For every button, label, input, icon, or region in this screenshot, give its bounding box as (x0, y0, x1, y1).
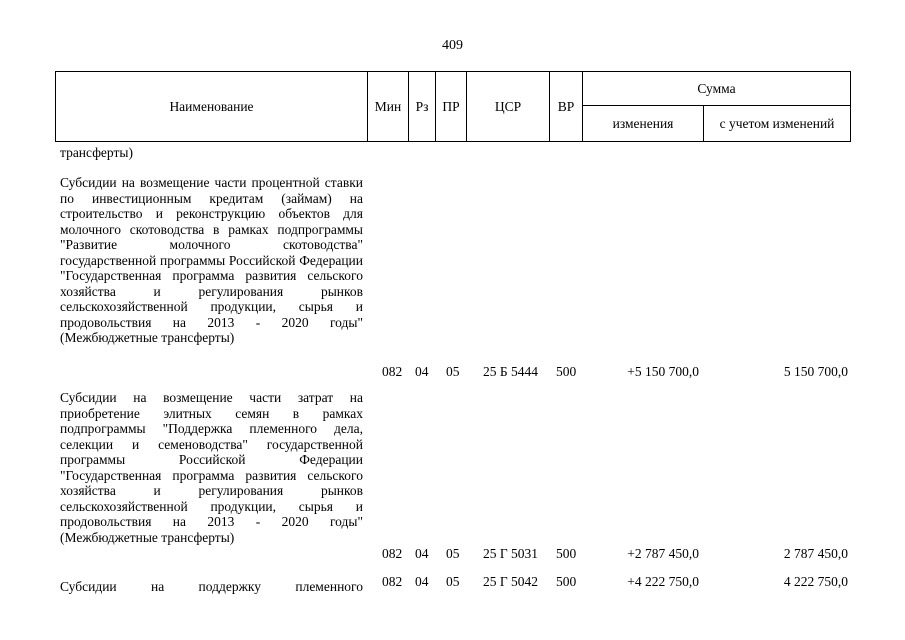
row-csr: 25 Г 5042 (483, 574, 539, 589)
row-change: +2 787 450,0 (627, 546, 699, 561)
row-rz: 04 (415, 574, 429, 589)
row-total: 2 787 450,0 (783, 546, 848, 561)
row-rz: 04 (415, 546, 429, 561)
row-name: Субсидии на возмещение части затрат на приобретение элитных семян в рамках подпрограммы "Поддержка племенного дела, селекции и семеноводства" государственной программы Российской Федерации "Государственная программа развития сельского хозяйства и регулирования рынков сельскохозяйственной продукции, сырья и продовольствия на 2013 - 2020 годы" (Межбюджетные трансферты) (60, 390, 363, 545)
row-vr: 500 (556, 574, 577, 589)
row-csr: 25 Г 5031 (483, 546, 539, 561)
header-csr: ЦСР (494, 99, 522, 114)
row-vr: 500 (556, 364, 577, 379)
row-name: Субсидии на возмещение части процентной ставки по инвестиционным кредитам (займам) на строительство и реконструкцию объектов для молочного скотоводства в рамках подпрограммы "Развитие молочного скотоводства" государственной программы Российской Федерации "Государственная программа развития сельского хозяйства и регулирования рынков сельскохозяйственной продукции, сырья и продовольствия на 2013 - 2020 годы" (Межбюджетные трансферты) (60, 175, 363, 345)
row-name: Субсидии на поддержку племенного (60, 579, 363, 594)
header-right-border (850, 71, 851, 141)
row-pr: 05 (446, 546, 460, 561)
row-min: 082 (382, 546, 403, 561)
header-change: изменения (612, 116, 674, 131)
header-min: Мин (374, 99, 402, 114)
row-min: 082 (382, 574, 403, 589)
row-min: 082 (382, 364, 403, 379)
row-rz: 04 (415, 364, 429, 379)
header-bottom-border (55, 141, 851, 142)
row-csr: 25 Б 5444 (483, 364, 539, 379)
row-total: 5 150 700,0 (783, 364, 848, 379)
header-pr: ПР (442, 99, 460, 114)
continuation-text: трансферты) (60, 145, 133, 160)
row-pr: 05 (446, 364, 460, 379)
page-number: 409 (442, 38, 463, 53)
row-change: +4 222 750,0 (627, 574, 699, 589)
header-sum: Сумма (697, 81, 736, 96)
row-vr: 500 (556, 546, 577, 561)
header-vr: ВР (557, 99, 575, 114)
header-rz: Рз (415, 99, 429, 114)
row-change: +5 150 700,0 (627, 364, 699, 379)
row-total: 4 222 750,0 (783, 574, 848, 589)
header-name: Наименование (169, 99, 254, 114)
header-with-change: с учетом изменений (719, 116, 835, 131)
row-pr: 05 (446, 574, 460, 589)
